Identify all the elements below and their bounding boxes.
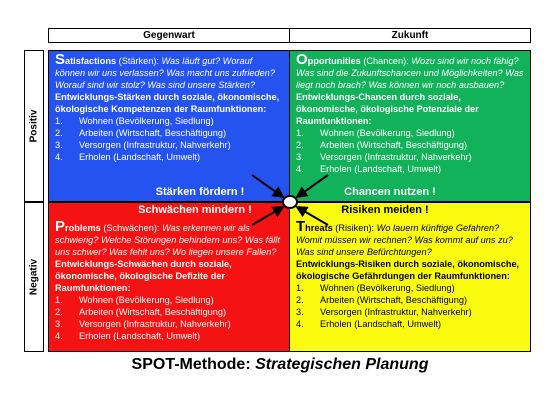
opportunities-initial: O	[296, 51, 308, 68]
page-title-prefix: SPOT-Methode:	[131, 356, 256, 373]
problems-banner: Schwächen mindern !	[138, 204, 252, 216]
threats-banner: Risiken meiden !	[341, 204, 429, 216]
center-arrows-graphic	[240, 165, 340, 240]
list-item: 2. Arbeiten (Wirtschaft, Beschäftigung)	[55, 128, 227, 138]
list-item: 2. Arbeiten (Wirtschaft, Beschäftigung)	[296, 295, 468, 305]
threats-question: Wo lauern künftige Gefahren? Womit müssen wir rechnen? Was kommt auf uns zu? Was sind unsere Befürchtungen?	[296, 223, 513, 257]
opportunities-question: Wozu sind wir noch fähig? Was sind die Zukunftschancen und Möglichkeiten? Was liegt noch brach? Was können wir noch ausbauen?	[296, 56, 524, 90]
threats-word: hreats	[305, 223, 333, 233]
arrow-from-strengths	[252, 175, 283, 197]
arrow-from-problems	[252, 207, 283, 225]
threats-list	[296, 282, 524, 330]
list-item: 3. Versorgen (Infrastruktur, Nahverkehr)	[296, 152, 472, 162]
problems-list	[55, 294, 283, 342]
list-item: 1. Wohnen (Bevölkerung, Siedlung)	[296, 128, 455, 138]
strengths-question: Was läuft gut? Worauf können wir uns verlassen? Was macht uns zufrieden? Worauf sind wir stolz? Was sind unsere Stärken?	[55, 56, 275, 90]
threats-heading: Entwicklungs-Risiken durch soziale, ökonomische, ökologische Gefährdungen der Raumfunktionen:	[296, 259, 520, 281]
column-header-present: Gegenwart	[48, 28, 290, 43]
threats-initial: T	[296, 218, 306, 235]
list-item: 3. Versorgen (Infrastruktur, Nahverkehr)	[296, 307, 472, 317]
strengths-paren: (Stärken):	[116, 56, 162, 66]
list-item: 4. Erholen (Landschaft, Umwelt)	[296, 164, 442, 174]
opportunities-heading: Entwicklungs-Chancen durch soziale, ökonomische, ökologische Potenziale der Raumfunktionen:	[296, 92, 479, 126]
list-item: 2. Arbeiten (Wirtschaft, Beschäftigung)	[296, 140, 468, 150]
strengths-banner: Stärken fördern !	[155, 186, 245, 198]
page-title-emphasis: Strategischen Planung	[255, 356, 429, 373]
problems-word: roblems	[65, 223, 101, 233]
center-circle	[283, 196, 297, 208]
arrow-from-threats	[297, 207, 328, 225]
problems-question: Was erkennen wir als schwierig? Welche Störungen behindern uns? Was fällt uns schwer? Was fehlt uns? Wo liegen unsere Fallen?	[55, 223, 280, 257]
problems-initial: P	[55, 218, 66, 235]
list-item: 1. Wohnen (Bevölkerung, Siedlung)	[55, 116, 214, 126]
strengths-initial: S	[55, 51, 66, 68]
opportunities-banner: Chancen nutzen !	[344, 186, 436, 198]
list-item: 3. Versorgen (Infrastruktur, Nahverkehr)	[55, 319, 231, 329]
problems-paren: (Schwächen):	[100, 223, 163, 233]
column-header-future: Zukunft	[289, 28, 531, 43]
list-item: 1. Wohnen (Bevölkerung, Siedlung)	[296, 283, 455, 293]
row-label-positive-text: Positiv	[28, 109, 40, 143]
strengths-intro	[55, 51, 283, 91]
list-item: 4. Erholen (Landschaft, Umwelt)	[55, 152, 201, 162]
opportunities-intro	[296, 51, 524, 91]
list-item: 4. Erholen (Landschaft, Umwelt)	[296, 319, 442, 329]
list-item: 2. Arbeiten (Wirtschaft, Beschäftigung)	[55, 307, 227, 317]
problems-heading: Entwicklungs-Schwächen durch soziale, ökonomische, ökologische Defizite der Raumfunktionen:	[55, 259, 232, 293]
threats-paren: (Risiken):	[332, 223, 377, 233]
opportunities-paren: (Chancen):	[360, 56, 412, 66]
list-item: 4. Erholen (Landschaft, Umwelt)	[55, 331, 201, 341]
list-item: 1. Wohnen (Bevölkerung, Siedlung)	[55, 295, 214, 305]
opportunities-word: pportunities	[307, 56, 361, 66]
strengths-word: atisfactions	[65, 56, 117, 66]
page-title	[0, 356, 560, 374]
row-label-negative-text: Negativ	[28, 258, 40, 296]
row-label-positive	[24, 50, 44, 202]
row-label-negative	[24, 202, 44, 352]
arrow-from-opportunities	[297, 175, 328, 197]
strengths-list	[55, 115, 283, 163]
strengths-heading: Entwicklungs-Stärken durch soziale, ökonomische, ökologische Kompetenzen der Raumfunktionen:	[55, 92, 280, 114]
list-item: 3. Versorgen (Infrastruktur, Nahverkehr)	[55, 140, 231, 150]
